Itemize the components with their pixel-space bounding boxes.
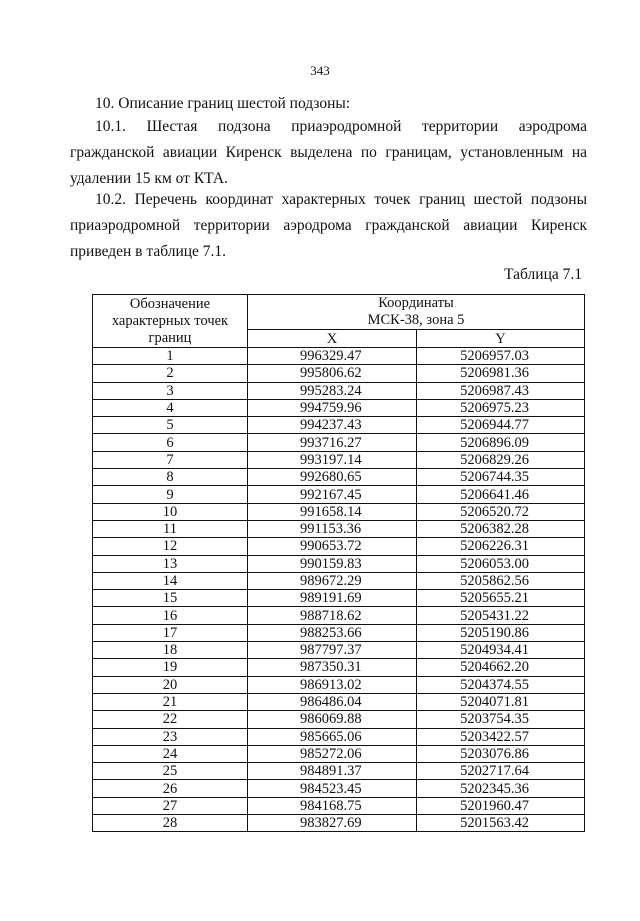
cell-y: 5205190.86 (417, 624, 585, 641)
cell-y: 5206226.31 (417, 538, 585, 555)
cell-point-number: 25 (93, 763, 248, 780)
cell-x: 990159.83 (248, 555, 417, 572)
cell-x: 984891.37 (248, 763, 417, 780)
cell-point-number: 16 (93, 607, 248, 624)
table-row (93, 503, 585, 520)
cell-y: 5202345.36 (417, 780, 585, 797)
cell-y: 5201563.42 (417, 815, 585, 832)
cell-point-number: 19 (93, 659, 248, 676)
table-row (93, 538, 585, 555)
cell-y: 5203422.57 (417, 728, 585, 745)
cell-point-number: 18 (93, 642, 248, 659)
cell-x: 987797.37 (248, 642, 417, 659)
cell-point-number: 26 (93, 780, 248, 797)
page-number: 343 (310, 63, 330, 78)
table-row (93, 469, 585, 486)
cell-y: 5206981.36 (417, 365, 585, 382)
table-row (93, 693, 585, 710)
cell-point-number: 22 (93, 711, 248, 728)
table-row (93, 745, 585, 762)
cell-y: 5205431.22 (417, 607, 585, 624)
table-row (93, 434, 585, 451)
cell-x: 989672.29 (248, 572, 417, 589)
table-row (93, 607, 585, 624)
cell-x: 992167.45 (248, 486, 417, 503)
cell-point-number: 9 (93, 486, 248, 503)
coordinates-table (92, 294, 585, 832)
header-point-designation: Обозначение характерных точек границ (93, 295, 248, 348)
table-row (93, 451, 585, 468)
cell-y: 5205655.21 (417, 590, 585, 607)
cell-x: 986913.02 (248, 676, 417, 693)
cell-point-number: 12 (93, 538, 248, 555)
cell-x: 986069.88 (248, 711, 417, 728)
cell-y: 5204071.81 (417, 693, 585, 710)
cell-x: 995806.62 (248, 365, 417, 382)
table-row (93, 399, 585, 416)
paragraph-10-2: 10.2. Перечень координат характерных точек границ шестой подзоны приаэродромной территории аэродрома гражданской авиации Киренск приведен в таблице 7.1. (70, 191, 587, 260)
table-row (93, 348, 585, 365)
cell-x: 985665.06 (248, 728, 417, 745)
cell-x: 994237.43 (248, 417, 417, 434)
cell-point-number: 5 (93, 417, 248, 434)
cell-x: 986486.04 (248, 693, 417, 710)
cell-x: 984523.45 (248, 780, 417, 797)
cell-point-number: 23 (93, 728, 248, 745)
cell-y: 5206829.26 (417, 451, 585, 468)
table-row (93, 780, 585, 797)
table-row (93, 520, 585, 537)
cell-y: 5204934.41 (417, 642, 585, 659)
table-row (93, 555, 585, 572)
cell-point-number: 8 (93, 469, 248, 486)
cell-x: 989191.69 (248, 590, 417, 607)
cell-point-number: 21 (93, 693, 248, 710)
table-row (93, 382, 585, 399)
header-y: Y (417, 330, 585, 348)
table-row (93, 365, 585, 382)
header-x: X (248, 330, 417, 348)
cell-point-number: 10 (93, 503, 248, 520)
cell-point-number: 2 (93, 365, 248, 382)
paragraph-10-1: 10.1. Шестая подзона приаэродромной территории аэродрома гражданской авиации Киренск выделена по границам, установленным на удалении 15 км от КТА. (70, 118, 587, 187)
section-heading: 10. Описание границ шестой подзоны: (95, 95, 351, 112)
cell-y: 5206382.28 (417, 520, 585, 537)
table-row (93, 624, 585, 641)
cell-x: 988718.62 (248, 607, 417, 624)
table-row (93, 728, 585, 745)
table-header-row (93, 295, 585, 330)
cell-x: 990653.72 (248, 538, 417, 555)
cell-y: 5206987.43 (417, 382, 585, 399)
cell-point-number: 6 (93, 434, 248, 451)
cell-point-number: 17 (93, 624, 248, 641)
cell-x: 992680.65 (248, 469, 417, 486)
cell-point-number: 14 (93, 572, 248, 589)
cell-point-number: 27 (93, 797, 248, 814)
table-row (93, 642, 585, 659)
table-row (93, 797, 585, 814)
cell-x: 994759.96 (248, 399, 417, 416)
cell-x: 993716.27 (248, 434, 417, 451)
cell-y: 5203754.35 (417, 711, 585, 728)
cell-x: 984168.75 (248, 797, 417, 814)
cell-x: 988253.66 (248, 624, 417, 641)
cell-x: 991153.36 (248, 520, 417, 537)
cell-point-number: 13 (93, 555, 248, 572)
cell-y: 5206744.35 (417, 469, 585, 486)
cell-y: 5206975.23 (417, 399, 585, 416)
table-row (93, 417, 585, 434)
cell-x: 993197.14 (248, 451, 417, 468)
cell-point-number: 1 (93, 348, 248, 365)
cell-y: 5204662.20 (417, 659, 585, 676)
cell-point-number: 28 (93, 815, 248, 832)
cell-y: 5206641.46 (417, 486, 585, 503)
cell-x: 983827.69 (248, 815, 417, 832)
table-row (93, 815, 585, 832)
table-row (93, 711, 585, 728)
table-row (93, 659, 585, 676)
cell-point-number: 11 (93, 520, 248, 537)
cell-y: 5205862.56 (417, 572, 585, 589)
cell-point-number: 15 (93, 590, 248, 607)
cell-y: 5206944.77 (417, 417, 585, 434)
table-row (93, 572, 585, 589)
cell-x: 995283.24 (248, 382, 417, 399)
cell-point-number: 20 (93, 676, 248, 693)
header-coordinates (248, 295, 585, 330)
cell-y: 5202717.64 (417, 763, 585, 780)
header-coordinate-system: МСК-38, зона 5 (367, 312, 465, 329)
cell-x: 987350.31 (248, 659, 417, 676)
cell-point-number: 7 (93, 451, 248, 468)
cell-y: 5201960.47 (417, 797, 585, 814)
cell-y: 5206896.09 (417, 434, 585, 451)
cell-y: 5206957.03 (417, 348, 585, 365)
table-caption: Таблица 7.1 (504, 266, 582, 283)
cell-point-number: 3 (93, 382, 248, 399)
cell-y: 5204374.55 (417, 676, 585, 693)
cell-point-number: 4 (93, 399, 248, 416)
cell-y: 5203076.86 (417, 745, 585, 762)
cell-y: 5206053.00 (417, 555, 585, 572)
table-row (93, 763, 585, 780)
cell-x: 996329.47 (248, 348, 417, 365)
cell-x: 985272.06 (248, 745, 417, 762)
cell-x: 991658.14 (248, 503, 417, 520)
table-row (93, 590, 585, 607)
cell-y: 5206520.72 (417, 503, 585, 520)
cell-point-number: 24 (93, 745, 248, 762)
header-coordinates-title: Координаты (378, 295, 454, 312)
table-row (93, 676, 585, 693)
table-row (93, 486, 585, 503)
